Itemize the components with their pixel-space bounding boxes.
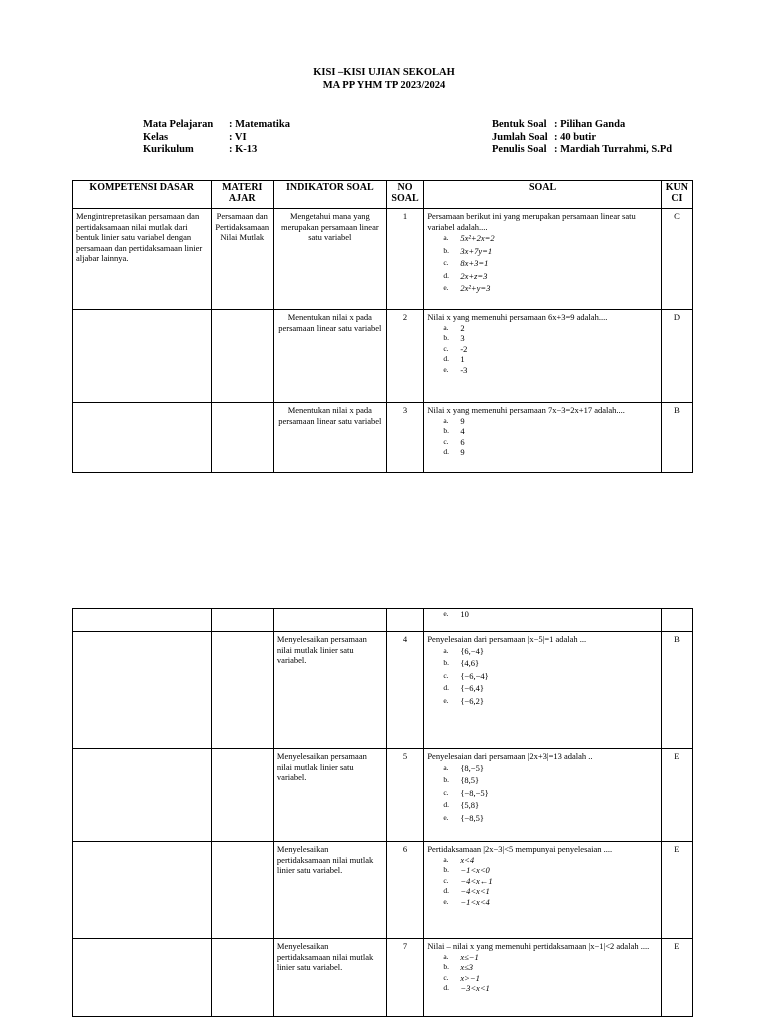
question-text: Penyelesaian dari persamaan |2x+3|=13 adalah .. <box>427 751 593 761</box>
kd-cell <box>73 632 212 749</box>
meta-row <box>143 119 290 132</box>
table-row <box>73 209 693 310</box>
option-letter: c. <box>443 258 449 267</box>
option-item <box>427 447 657 458</box>
option-letter: d. <box>443 886 449 895</box>
option-letter: d. <box>443 800 449 809</box>
option-letter: c. <box>443 670 449 680</box>
indikator-cell: Menyelesaikan persamaan nilai mutlak linier satu variabel. <box>273 632 386 749</box>
meta-row <box>492 119 672 132</box>
option-letter: e. <box>443 812 449 822</box>
option-item <box>427 257 657 270</box>
meta-value: : Pilihan Ganda <box>554 119 626 130</box>
option-letter: e. <box>443 609 449 618</box>
option-item <box>427 973 657 984</box>
option-letter: d. <box>443 447 449 456</box>
option-letter: a. <box>443 854 449 864</box>
option-value: −4<x←1 <box>460 875 493 886</box>
option-letter: e. <box>443 695 449 705</box>
meta-row <box>492 144 672 157</box>
options-list <box>427 645 657 708</box>
meta-right <box>492 119 672 157</box>
title-line-2: MA PP YHM TP 2023/2024 <box>322 80 446 91</box>
soal-cell <box>424 842 661 939</box>
kd-cell: Mengintrepretasikan persamaan dan pertidaksamaan nilai mutlak dari bentuk linier satu variabel dengan persamaan dan pertidaksamaan linier aljabar lainnya. <box>73 209 212 310</box>
meta-row <box>492 132 672 145</box>
question-text: Nilai x yang memenuhi persamaan 6x+3=9 adalah.... <box>427 312 608 322</box>
option-item <box>427 245 657 258</box>
table-row <box>73 632 693 749</box>
soal-cell <box>424 403 661 473</box>
kunci-cell <box>661 609 692 632</box>
no-cell: 2 <box>386 310 424 403</box>
indikator-cell: Menyelesaikan pertidaksamaan nilai mutlak linier satu variabel. <box>273 939 386 1017</box>
indikator-cell: Menyelesaikan pertidaksamaan nilai mutlak linier satu variabel. <box>273 842 386 939</box>
option-value: 2 <box>460 322 465 333</box>
option-value: 4 <box>460 426 465 436</box>
option-value: {8,5} <box>460 775 480 785</box>
soal-cell <box>424 609 661 632</box>
no-cell: 4 <box>386 632 424 749</box>
option-letter: d. <box>443 354 449 363</box>
option-letter: b. <box>443 658 449 667</box>
no-cell <box>386 609 424 632</box>
option-letter: b. <box>443 333 449 342</box>
option-item <box>427 426 657 437</box>
no-cell: 7 <box>386 939 424 1017</box>
option-value: 10 <box>460 609 469 619</box>
option-item <box>427 962 657 973</box>
no-cell: 5 <box>386 749 424 842</box>
options-list <box>427 323 657 376</box>
meta-label: Bentuk Soal <box>492 119 547 130</box>
option-value: 2x²+y=3 <box>460 283 491 293</box>
question-text: Pertidaksamaan |2x−3|<5 mempunyai penyelesaian .... <box>427 844 613 854</box>
options-list <box>427 855 657 908</box>
options-list <box>427 232 657 295</box>
option-letter: b. <box>443 962 449 971</box>
option-item <box>427 344 657 355</box>
option-letter: b. <box>443 775 449 784</box>
option-value: −3<x<1 <box>460 983 490 993</box>
indikator-cell <box>273 609 386 632</box>
option-letter: e. <box>443 896 449 906</box>
meta-label: Kelas <box>143 131 169 143</box>
soal-cell <box>424 632 661 749</box>
option-item <box>427 799 657 812</box>
option-letter: c. <box>443 343 449 353</box>
option-letter: a. <box>443 951 449 961</box>
option-item <box>427 657 657 670</box>
option-value: 3x+7y=1 <box>460 245 493 256</box>
option-value: 2x+z=3 <box>460 270 488 281</box>
option-item <box>427 365 657 376</box>
soal-cell <box>424 939 661 1017</box>
no-cell: 1 <box>386 209 424 310</box>
title-line-1: KISI –KISI UJIAN SEKOLAH <box>313 67 455 78</box>
meta-row <box>143 144 290 157</box>
kunci-cell: B <box>661 403 692 473</box>
table-header-row <box>73 181 693 209</box>
option-item <box>427 812 657 825</box>
table-row <box>73 403 693 473</box>
option-value: {4,6} <box>460 658 480 668</box>
kunci-cell: E <box>661 749 692 842</box>
question-text: Nilai – nilai x yang memenuhi pertidaksamaan |x−1|<2 adalah .... <box>427 941 650 951</box>
header-soal: SOAL <box>424 181 661 209</box>
header-kompetensi-dasar: KOMPETENSI DASAR <box>73 181 212 209</box>
kunci-cell: E <box>661 939 692 1017</box>
option-value: 9 <box>460 415 465 426</box>
question-text: Persamaan berikut ini yang merupakan persamaan linear satu variabel adalah.... <box>427 211 636 232</box>
option-value: {−6,2} <box>460 695 484 706</box>
header-materi-ajar: MATERI AJAR <box>211 181 273 209</box>
option-letter: b. <box>443 865 449 874</box>
materi-cell <box>211 842 273 939</box>
kisi-table-2 <box>72 608 693 1017</box>
option-item <box>427 774 657 787</box>
option-letter: a. <box>443 762 449 772</box>
option-value: 9 <box>460 447 465 457</box>
kd-cell <box>73 310 212 403</box>
option-value: {8,−5} <box>460 762 484 773</box>
no-cell: 6 <box>386 842 424 939</box>
meta-value: : 40 butir <box>554 131 596 143</box>
option-value: 1 <box>460 354 465 364</box>
option-letter: b. <box>443 426 449 435</box>
option-letter: d. <box>443 683 449 692</box>
option-value: 6 <box>460 436 465 447</box>
option-letter: d. <box>443 270 449 280</box>
materi-cell <box>211 939 273 1017</box>
option-item <box>427 609 657 620</box>
meta-value: : K-13 <box>229 144 258 155</box>
options-list <box>427 762 657 825</box>
indikator-cell: Menentukan nilai x pada persamaan linear satu variabel <box>273 310 386 403</box>
option-item <box>427 855 657 866</box>
options-list <box>427 609 657 620</box>
table-row <box>73 842 693 939</box>
meta-label: Jumlah Soal <box>492 131 548 143</box>
header-indikator-soal: INDIKATOR SOAL <box>273 181 386 209</box>
option-item <box>427 333 657 344</box>
option-letter: a. <box>443 415 449 425</box>
option-value: -3 <box>460 364 468 375</box>
option-value: {5,8} <box>460 800 480 810</box>
header-kunci: KUN CI <box>661 181 692 209</box>
option-item <box>427 682 657 695</box>
document-title <box>0 66 768 92</box>
kunci-cell: C <box>661 209 692 310</box>
kd-cell <box>73 939 212 1017</box>
option-item <box>427 282 657 295</box>
option-item <box>427 670 657 683</box>
kisi-table-1 <box>72 180 693 473</box>
materi-cell <box>211 609 273 632</box>
option-item <box>427 886 657 897</box>
kunci-cell: D <box>661 310 692 403</box>
question-text: Nilai x yang memenuhi persamaan 7x−3=2x+17 adalah.... <box>427 405 625 415</box>
option-letter: d. <box>443 983 449 992</box>
materi-cell <box>211 632 273 749</box>
option-item <box>427 762 657 775</box>
option-letter: a. <box>443 233 449 242</box>
option-value: {6,−4} <box>460 645 484 656</box>
option-item <box>427 323 657 334</box>
option-item <box>427 695 657 708</box>
indikator-cell: Menentukan nilai x pada persamaan linear satu variabel <box>273 403 386 473</box>
kd-cell <box>73 403 212 473</box>
table-row <box>73 310 693 403</box>
indikator-cell: Menyelesaikan persamaan nilai mutlak linier satu variabel. <box>273 749 386 842</box>
indikator-cell: Mengetahui mana yang merupakan persamaan linear satu variabel <box>273 209 386 310</box>
kd-cell <box>73 842 212 939</box>
option-value: {−6,−4} <box>460 670 489 681</box>
materi-cell <box>211 403 273 473</box>
meta-label: Kurikulum <box>143 144 194 155</box>
option-value: x>−1 <box>460 972 480 983</box>
option-item <box>427 232 657 245</box>
option-item <box>427 952 657 963</box>
option-value: 5x²+2x=2 <box>460 233 495 243</box>
option-value: -2 <box>460 343 468 354</box>
option-value: 8x+3=1 <box>460 258 489 268</box>
option-value: {−6,4} <box>460 683 484 693</box>
option-item <box>427 416 657 427</box>
meta-value: : Mardiah Turrahmi, S.Pd <box>554 144 673 155</box>
soal-cell <box>424 749 661 842</box>
soal-cell <box>424 209 661 310</box>
option-letter: e. <box>443 364 449 374</box>
options-list <box>427 416 657 458</box>
option-letter: a. <box>443 645 449 655</box>
option-item <box>427 983 657 994</box>
option-item <box>427 270 657 283</box>
option-letter: b. <box>443 245 449 255</box>
option-value: −1<x<4 <box>460 896 490 907</box>
option-item <box>427 787 657 800</box>
option-letter: e. <box>443 283 449 292</box>
meta-value: : VI <box>229 131 247 143</box>
option-item <box>427 876 657 887</box>
option-value: 3 <box>460 333 465 343</box>
option-item <box>427 645 657 658</box>
option-item <box>427 437 657 448</box>
meta-label: Penulis Soal <box>492 144 547 155</box>
materi-cell <box>211 310 273 403</box>
materi-cell: Persamaan dan Pertidaksamaan Nilai Mutlak <box>211 209 273 310</box>
option-item <box>427 897 657 908</box>
option-value: −4<x<1 <box>460 886 490 896</box>
meta-left <box>143 119 290 157</box>
no-cell: 3 <box>386 403 424 473</box>
option-letter: c. <box>443 875 449 885</box>
kunci-cell: B <box>661 632 692 749</box>
option-item <box>427 865 657 876</box>
materi-cell <box>211 749 273 842</box>
meta-value: : Matematika <box>229 119 290 130</box>
option-value: x≤−1 <box>460 951 479 962</box>
option-value: {−8,5} <box>460 812 484 823</box>
option-value: −1<x<0 <box>460 865 490 875</box>
table-row <box>73 749 693 842</box>
option-value: x≤3 <box>460 962 474 972</box>
meta-row <box>143 132 290 145</box>
option-letter: c. <box>443 787 449 797</box>
soal-cell <box>424 310 661 403</box>
option-item <box>427 354 657 365</box>
option-letter: c. <box>443 436 449 446</box>
kd-cell <box>73 749 212 842</box>
header-no-soal: NO SOAL <box>386 181 424 209</box>
option-letter: c. <box>443 972 449 982</box>
kd-cell <box>73 609 212 632</box>
table-row <box>73 939 693 1017</box>
table-row <box>73 609 693 632</box>
kunci-cell: E <box>661 842 692 939</box>
options-list <box>427 952 657 994</box>
option-value: {−8,−5} <box>460 787 489 798</box>
question-text: Penyelesaian dari persamaan |x−5|=1 adalah ... <box>427 634 587 644</box>
option-value: x<4 <box>460 854 475 865</box>
meta-label: Mata Pelajaran <box>143 119 214 130</box>
option-letter: a. <box>443 322 449 332</box>
